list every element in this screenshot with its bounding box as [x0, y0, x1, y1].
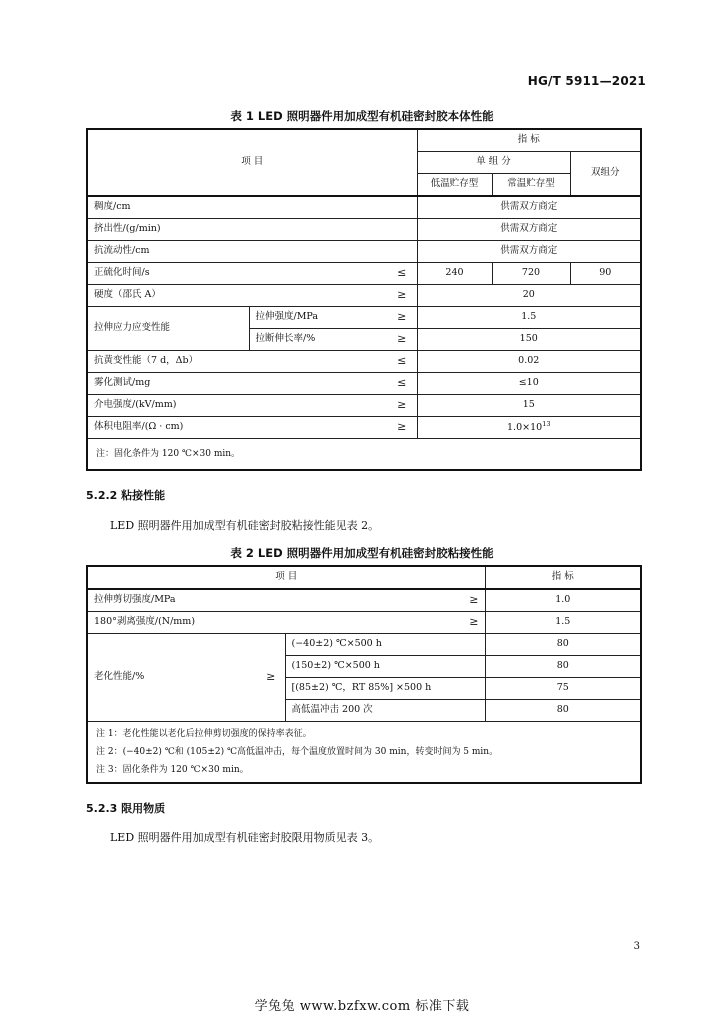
- row-condition: [(85±2) ℃，RT 85%] ×500 h: [285, 678, 485, 700]
- table2-caption: 表 2 LED 照明器件用加成型有机硅密封胶粘接性能: [230, 546, 494, 560]
- row-value: 供需双方商定: [417, 196, 641, 219]
- row-name: 体积电阻率/(Ω · cm): [87, 417, 387, 439]
- table1-header-double: 双组分: [570, 152, 641, 197]
- table2-header-index: 指 标: [485, 566, 641, 589]
- row-value: 80: [485, 634, 641, 656]
- table-row: [87, 285, 641, 307]
- page-number: 3: [633, 941, 640, 952]
- row-name: 老化性能/%: [87, 634, 257, 722]
- row-cmp: ≥: [285, 612, 485, 634]
- row-value: 0.02: [417, 351, 641, 373]
- row-name: 拉伸应力应变性能: [87, 307, 249, 351]
- row-cmp: [387, 241, 417, 263]
- row-cmp: ≥: [257, 634, 285, 722]
- table-row: [87, 395, 641, 417]
- section-5-2-2-text: LED 照明器件用加成型有机硅密封胶粘接性能见表 2。: [110, 519, 380, 532]
- row-name: 抗黄变性能（7 d，Δb）: [87, 351, 387, 373]
- section-5-2-2-title: 5.2.2 粘接性能: [86, 489, 166, 502]
- table-row: [87, 241, 641, 263]
- row-value: 75: [485, 678, 641, 700]
- table-row: [87, 589, 641, 612]
- row-value: 1.5: [417, 307, 641, 329]
- table-row: [87, 634, 641, 656]
- table-row: [87, 307, 641, 329]
- row-cmp: ≥: [387, 395, 417, 417]
- row-condition: (−40±2) ℃×500 h: [285, 634, 485, 656]
- row-name: 介电强度/(kV/mm): [87, 395, 387, 417]
- row-name: 180°剥离强度/(N/mm): [87, 612, 285, 634]
- row-name: 挤出性/(g/min): [87, 219, 387, 241]
- row-sub-name: 拉伸强度/MPa: [249, 307, 387, 329]
- row-cmp: ≤: [387, 351, 417, 373]
- row-value: 1.5: [485, 612, 641, 634]
- row-sub-name: 拉断伸长率/%: [249, 329, 387, 351]
- row-name: 硬度（邵氏 A）: [87, 285, 387, 307]
- row-value-double: 90: [570, 263, 641, 285]
- row-name: 稠度/cm: [87, 196, 387, 219]
- table2-note-3: 注 3：固化条件为 120 ℃×30 min。: [96, 765, 249, 775]
- row-cmp: ≥: [387, 307, 417, 329]
- row-value: 80: [485, 656, 641, 678]
- row-value-room-temp: 720: [492, 263, 570, 285]
- row-value: 15: [417, 395, 641, 417]
- row-value: 20: [417, 285, 641, 307]
- table-row: [87, 219, 641, 241]
- section-5-2-3-title: 5.2.3 限用物质: [86, 802, 166, 815]
- table1-header-single: 单 组 分: [417, 152, 570, 174]
- table-row: [87, 612, 641, 634]
- table-row: [87, 351, 641, 373]
- table1-caption: 表 1 LED 照明器件用加成型有机硅密封胶本体性能: [230, 109, 494, 123]
- table-row: [87, 196, 641, 219]
- standard-code: HG/T 5911—2021: [527, 74, 646, 88]
- row-value: 供需双方商定: [417, 219, 641, 241]
- row-condition: (150±2) ℃×500 h: [285, 656, 485, 678]
- row-value: 1.0: [485, 589, 641, 612]
- row-cmp: ≥: [387, 285, 417, 307]
- row-cmp: ≤: [387, 263, 417, 285]
- table1-header-index: 指 标: [417, 129, 641, 152]
- footer-watermark[interactable]: 学兔兔 www.bzfxw.com 标准下载: [254, 999, 470, 1014]
- table1: [86, 128, 642, 471]
- table1-header-low-temp: 低温贮存型: [417, 174, 492, 197]
- row-value: $1.0\times 10^{13}$: [417, 417, 641, 439]
- table1-header-room-temp: 常温贮存型: [492, 174, 570, 197]
- row-name: 拉伸剪切强度/MPa: [87, 589, 285, 612]
- row-condition: 高低温冲击 200 次: [285, 700, 485, 722]
- row-value-low-temp: 240: [417, 263, 492, 285]
- table2: [86, 565, 642, 784]
- row-cmp: ≥: [387, 417, 417, 439]
- row-name: 正硫化时间/s: [87, 263, 387, 285]
- row-cmp: ≥: [387, 329, 417, 351]
- row-name: 雾化测试/mg: [87, 373, 387, 395]
- row-cmp: [387, 196, 417, 219]
- table1-header-item: 项 目: [87, 129, 417, 196]
- row-cmp: ≥: [285, 589, 485, 612]
- table-row: [87, 373, 641, 395]
- table-row: [87, 263, 641, 285]
- row-value: ≤10: [417, 373, 641, 395]
- table2-note-1: 注 1：老化性能以老化后拉伸剪切强度的保持率表征。: [96, 729, 312, 739]
- row-cmp: ≤: [387, 373, 417, 395]
- table1-note: 注：固化条件为 120 ℃×30 min。: [96, 449, 241, 459]
- row-name: 抗流动性/cm: [87, 241, 387, 263]
- row-value: 80: [485, 700, 641, 722]
- row-cmp: [387, 219, 417, 241]
- section-5-2-3-text: LED 照明器件用加成型有机硅密封胶限用物质见表 3。: [110, 831, 380, 844]
- table2-note-2: 注 2：(−40±2) ℃和 (105±2) ℃高低温冲击，每个温度放置时间为 30 min，转变时间为 5 min。: [96, 747, 499, 757]
- table-row: [87, 417, 641, 439]
- table2-header-item: 项 目: [87, 566, 485, 589]
- row-value: 150: [417, 329, 641, 351]
- exponent: 13: [542, 419, 551, 428]
- row-value: 供需双方商定: [417, 241, 641, 263]
